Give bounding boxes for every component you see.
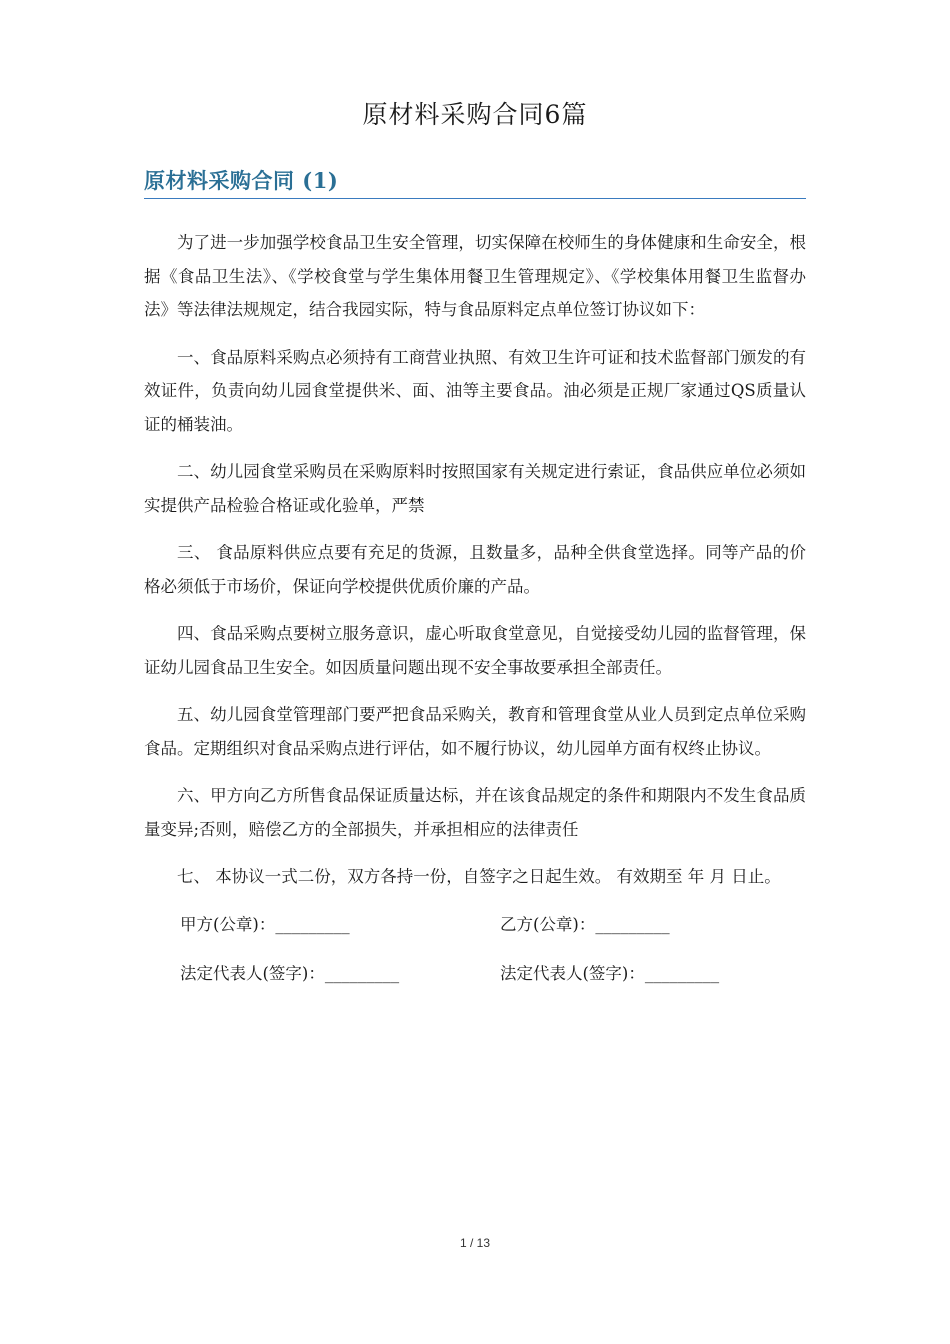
paragraph-clause-2: 二、幼儿园食堂采购员在采购原料时按照国家有关规定进行索证，食品供应单位必须如实提供产品检验合格证或化验单，严禁 <box>144 462 806 515</box>
page-number: 1 / 13 <box>459 1236 491 1250</box>
party-a-representative-field: 法定代表人(签字)：_________ <box>180 964 400 983</box>
party-b-representative-field: 法定代表人(签字)：_________ <box>500 964 720 983</box>
party-b-seal-field: 乙方(公章)：_________ <box>500 914 670 934</box>
section-heading: 原材料采购合同 (1) <box>144 164 806 199</box>
paragraph-intro: 为了进一步加强学校食品卫生安全管理，切实保障在校师生的身体健康和生命安全，根据《食品卫生法》、《学校食堂与学生集体用餐卫生管理规定》、《学校集体用餐卫生监督办法》等法律法规规定，结合我园实际，特与食品原料定点单位签订协议如下： <box>144 233 806 319</box>
document-body <box>144 226 806 1007</box>
party-a-seal-field: 甲方(公章)：_________ <box>180 914 350 934</box>
signature-row-representative <box>144 957 806 991</box>
paragraph-clause-3: 三、 食品原料供应点要有充足的货源，且数量多，品种全供食堂选择。同等产品的价格必须低于市场价，保证向学校提供优质价廉的产品。 <box>144 543 806 596</box>
paragraph-clause-5: 五、幼儿园食堂管理部门要严把食品采购关，教育和管理食堂从业人员到定点单位采购食品。定期组织对食品采购点进行评估，如不履行协议，幼儿园单方面有权终止协议。 <box>144 705 806 758</box>
paragraph-clause-1: 一、食品原料采购点必须持有工商营业执照、有效卫生许可证和技术监督部门颁发的有效证件，负责向幼儿园食堂提供米、面、油等主要食品。油必须是正规厂家通过QS质量认证的桶装油。 <box>144 347 806 434</box>
signature-row-seal <box>144 908 806 942</box>
paragraph-clause-4: 四、食品采购点要树立服务意识，虚心听取食堂意见，自觉接受幼儿园的监督管理，保证幼儿园食品卫生安全。如因质量问题出现不安全事故要承担全部责任。 <box>144 624 806 677</box>
paragraph-clause-7: 七、 本协议一式二份，双方各持一份，自签字之日起生效。 有效期至 年 月 日止。 <box>177 867 781 886</box>
paragraph-clause-6: 六、甲方向乙方所售食品保证质量达标，并在该食品规定的条件和期限内不发生食品质量变异;否则，赔偿乙方的全部损失，并承担相应的法律责任 <box>144 786 806 839</box>
document-title: 原材料采购合同6篇 <box>362 100 588 129</box>
